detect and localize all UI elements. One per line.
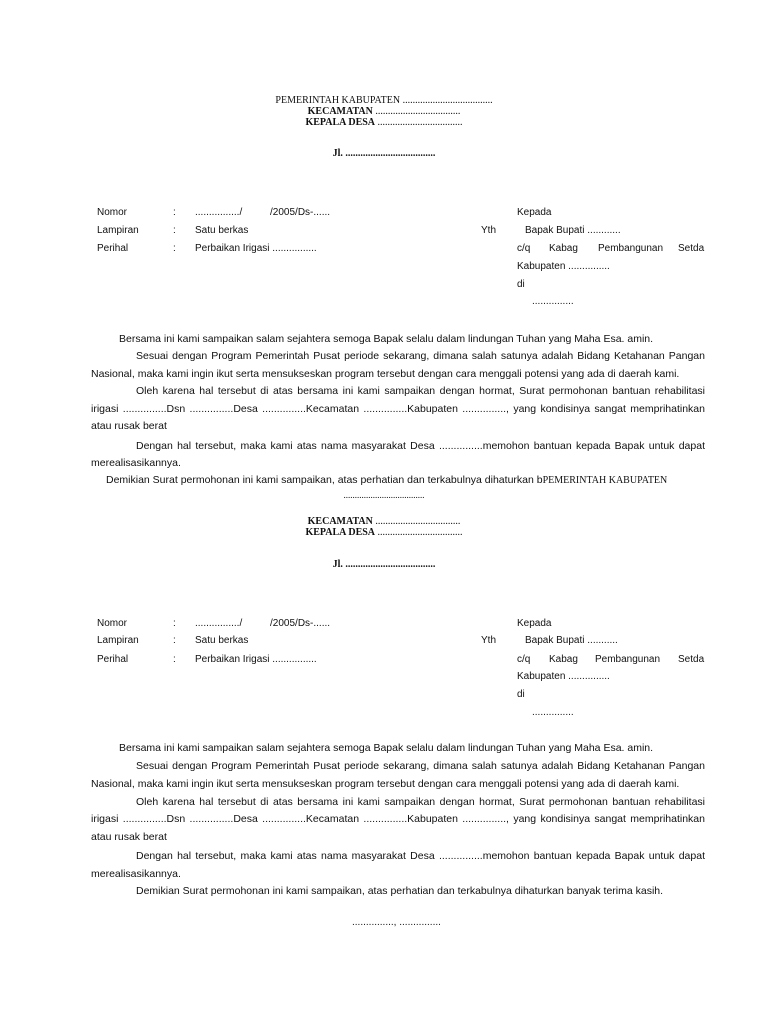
pembangunan-label: Pembangunan [595,654,661,665]
yth-label: Yth [481,225,497,236]
paragraph-hope-2: merealisasikannya. [91,868,181,880]
header-kecamatan: KECAMATAN .................................. [307,516,461,527]
colon: : [173,635,176,646]
lampiran-label: Lampiran [97,225,139,236]
header-kecamatan: KECAMATAN .................................. [307,106,461,117]
paragraph-program-1: Sesuai dengan Program Pemerintah Pusat periode sekarang, dimana salah satunya adalah Bidang Ketahanan Pangan [136,350,705,362]
setda-label: Setda [678,654,705,665]
paragraph-request-3: atau rusak berat [91,831,167,843]
di-label: di [517,689,525,700]
di-label: di [517,279,525,290]
header-pemerintah: PEMERINTAH KABUPATEN .................................... [275,95,493,106]
paragraph-program-2: Nasional, maka kami ingin ikut serta mensukseskan program tersebut dengan cara menggali potensi yang ada di daerah kami. [91,778,680,790]
paragraph-program-1: Sesuai dengan Program Pemerintah Pusat periode sekarang, dimana salah satunya adalah Bidang Ketahanan Pangan [136,760,705,772]
header-kepala-desa: KEPALA DESA .................................. [305,527,463,538]
paragraph-program-2: Nasional, maka kami ingin ikut serta mensukseskan program tersebut dengan cara menggali potensi yang ada di daerah kami. [91,368,680,380]
paragraph-closing: Demikian Surat permohonan ini kami sampaikan, atas perhatian dan terkabulnya dihaturkan banyak terima kasih. [136,885,664,897]
paragraph-hope-1: Dengan hal tersebut, maka kami atas nama masyarakat Desa ...............memohon bantuan kepada Bapak untuk dapat [136,850,705,862]
di-dots: ............... [532,707,574,718]
kabag-label: Kabag [549,654,578,665]
header-address: Jl. .................................... [332,559,436,570]
pembangunan-label: Pembangunan [598,243,664,254]
closing-dots: .................................... [343,490,425,500]
nomor-label: Nomor [97,618,128,629]
lampiran-label: Lampiran [97,635,139,646]
perihal-label: Perihal [97,243,129,254]
nomor-value: ................/ /2005/Ds-...... [195,618,331,629]
colon: : [173,654,176,665]
kabupaten-line: Kabupaten ............... [517,261,610,272]
header-address: Jl. .................................... [332,148,436,159]
paragraph-hope-1: Dengan hal tersebut, maka kami atas nama masyarakat Desa ...............memohon bantuan kepada Bapak untuk dapat [136,440,705,452]
paragraph-request-1: Oleh karena hal tersebut di atas bersama ini kami sampaikan dengan hormat, Surat permohonan bantuan rehabilitasi [136,385,705,397]
bupati-line: Bapak Bupati ............ [525,225,621,236]
colon: : [173,225,176,236]
kabupaten-line: Kabupaten ............... [517,671,610,682]
perihal-value: Perbaikan Irigasi ................ [195,654,317,665]
paragraph-request-3: atau rusak berat [91,420,167,432]
cq-label: c/q [517,243,531,254]
signoff-place-date: ..............., ............... [352,917,441,928]
colon: : [173,618,176,629]
header-kepala-desa: KEPALA DESA .................................. [305,117,463,128]
cq-label: c/q [517,654,531,665]
di-dots: ............... [532,296,574,307]
paragraph-request-1: Oleh karena hal tersebut di atas bersama ini kami sampaikan dengan hormat, Surat permohonan bantuan rehabilitasi [136,796,705,808]
kepada-label: Kepada [517,207,552,218]
perihal-value: Perbaikan Irigasi ................ [195,243,317,254]
paragraph-request-2: irigasi ...............Dsn ...............Desa ...............Kecamatan ...............Kabupaten ..............., yang kondisinya sangat memprihatinkan [91,813,705,825]
nomor-value: ................/ /2005/Ds-...... [195,207,331,218]
nomor-label: Nomor [97,207,128,218]
bupati-line: Bapak Bupati ........... [525,635,618,646]
lampiran-value: Satu berkas [195,635,249,646]
colon: : [173,207,176,218]
lampiran-value: Satu berkas [195,225,249,236]
colon: : [173,243,176,254]
setda-label: Setda [678,243,705,254]
yth-label: Yth [481,635,497,646]
paragraph-closing: Demikian Surat permohonan ini kami sampaikan, atas perhatian dan terkabulnya dihaturkan bPEMERINTAH KABUPATEN [106,474,668,486]
kabag-label: Kabag [549,243,578,254]
paragraph-greeting: Bersama ini kami sampaikan salam sejahtera semoga Bapak selalu dalam lindungan Tuhan yang Maha Esa. amin. [119,333,654,345]
paragraph-request-2: irigasi ...............Dsn ...............Desa ...............Kecamatan ...............Kabupaten ..............., yang kondisinya sangat memprihatinkan [91,403,705,415]
paragraph-greeting: Bersama ini kami sampaikan salam sejahtera semoga Bapak selalu dalam lindungan Tuhan yang Maha Esa. amin. [119,742,654,754]
perihal-label: Perihal [97,654,129,665]
paragraph-hope-2: merealisasikannya. [91,457,181,469]
kepada-label: Kepada [517,618,552,629]
